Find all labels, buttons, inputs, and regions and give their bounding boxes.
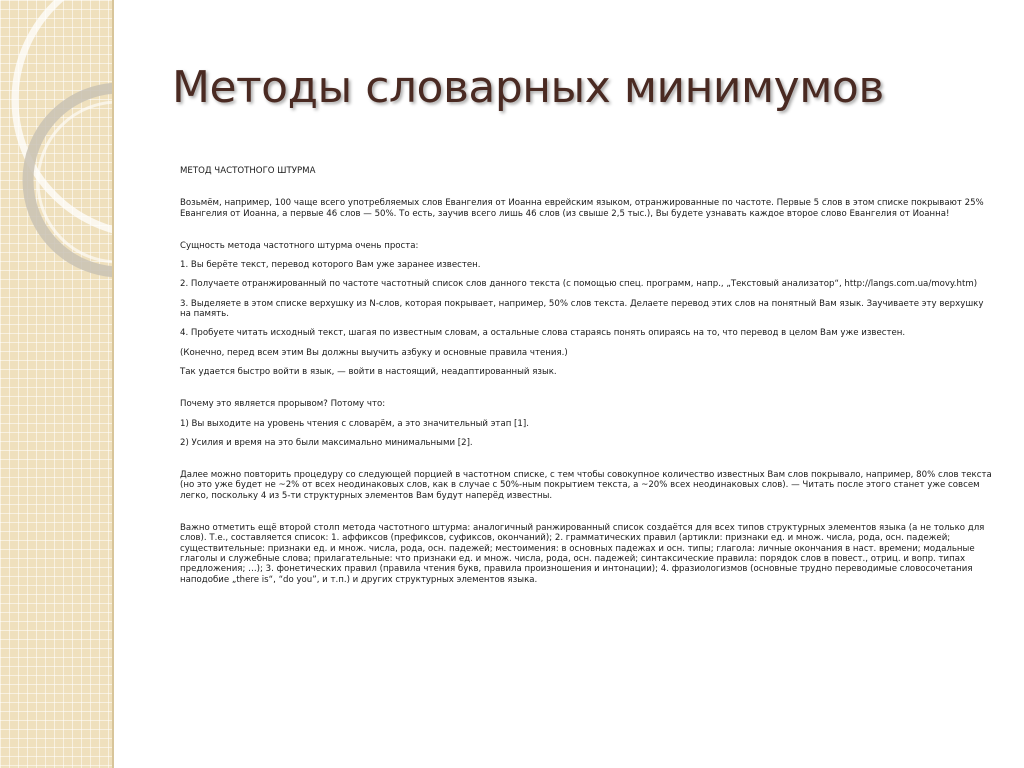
essence-paragraph: Сущность метода частотного штурма очень проста: [180, 240, 419, 251]
step-1: 1. Вы берёте текст, перевод которого Вам уже заранее известен. [180, 260, 481, 271]
step-2: 2. Получаете отранжированный по частоте частотный список слов данного текста (с помощью спец. программ, напр., „Текстовый анализатор“, http://langs.com.ua/movy.htm) [180, 279, 978, 290]
why-paragraph: Почему это является прорывом? Потому что: [180, 399, 386, 410]
reason-2: 2) Усилия и время на это были максимально минимальными [2]. [180, 437, 473, 448]
slide-title: Методы словарных минимумов [172, 62, 884, 113]
note-paragraph: (Конечно, перед всем этим Вы должны выучить азбуку и основные правила чтения.) [180, 347, 568, 358]
next-paragraph: Далее можно повторить процедуру со следующей порцией в частотном списке, с тем чтобы совокупное количество известных Вам слов покрывало, например, 80% слов текста (но это уже будет не ~2% от всех неодинаковых слов, как в случае с 50%-ным покрытием текста, а ~20% всех неодинаковых слов). — Читать после этого станет уже совсем легко, поскольку 4 из 5-ти структурных элементов Вам будут наперёд известны. [180, 470, 992, 501]
intro-paragraph: Возьмём, например, 100 чаще всего употребляемых слов Евангелия от Иоанна еврейским языком, отранжированные по частоте. Первые 5 слов в этом списке покрывают 25% Евангелия от Иоанна, а первые 46 слов — 50%. То есть, заучив всего лишь 46 слов (из свыше 2,5 тыс.), Вы будете узнавать каждое второе слово Евангелия от Иоанна! [180, 198, 984, 219]
reason-1: 1) Вы выходите на уровень чтения с словарём, а это значительный этап [1]. [180, 418, 529, 429]
section-heading: МЕТОД ЧАСТОТНОГО ШТУРМА [180, 166, 316, 176]
second-pillar-paragraph: Важно отметить ещё второй столп метода частотного штурма: аналогичный ранжированный список создаётся для всех типов структурных элементов языка (а не только для слов). Т.е., составляется список: 1. аффиксов (префиксов, суфиксов, окончаний); 2. грамматических правил (артикли: признаки ед. и множ. числа, рода, осн. падежей; существительные: признаки ед. и множ. числа, рода, осн. падежей; местоимения: в основных падежах и осн. типы; глагола: личные окончания в наст. времени; модальные глаголы и служебные слова; прилагательные: что признаки ед. и множ. числа, рода, осн. падежей; синтаксические правила: порядок слов в повест., отриц. и вопр. типах предложения; …); 3. фонетических правил (правила чтения букв, правила произношения и интонации); 4. фразиологизмов (основные трудно переводимые словосочетания наподобие „there is“, “do you”, и т.п.) и других структурных элементов языка. [180, 523, 985, 585]
decorative-sidebar [0, 0, 114, 768]
step-4: 4. Пробуете читать исходный текст, шагая по известным словам, а остальные слова стараясь понять опираясь на то, что перевод в целом Вам уже известен. [180, 328, 906, 339]
slide-body [180, 166, 992, 594]
decorative-circles [0, 0, 112, 768]
conclusion-paragraph: Так удается быстро войти в язык, — войти в настоящий, неадаптированный язык. [180, 366, 557, 377]
step-3: 3. Выделяете в этом списке верхушку из N-слов, которая покрывает, например, 50% слов текста. Делаете перевод этих слов на понятный Вам язык. Заучиваете эту верхушку на память. [180, 298, 984, 320]
